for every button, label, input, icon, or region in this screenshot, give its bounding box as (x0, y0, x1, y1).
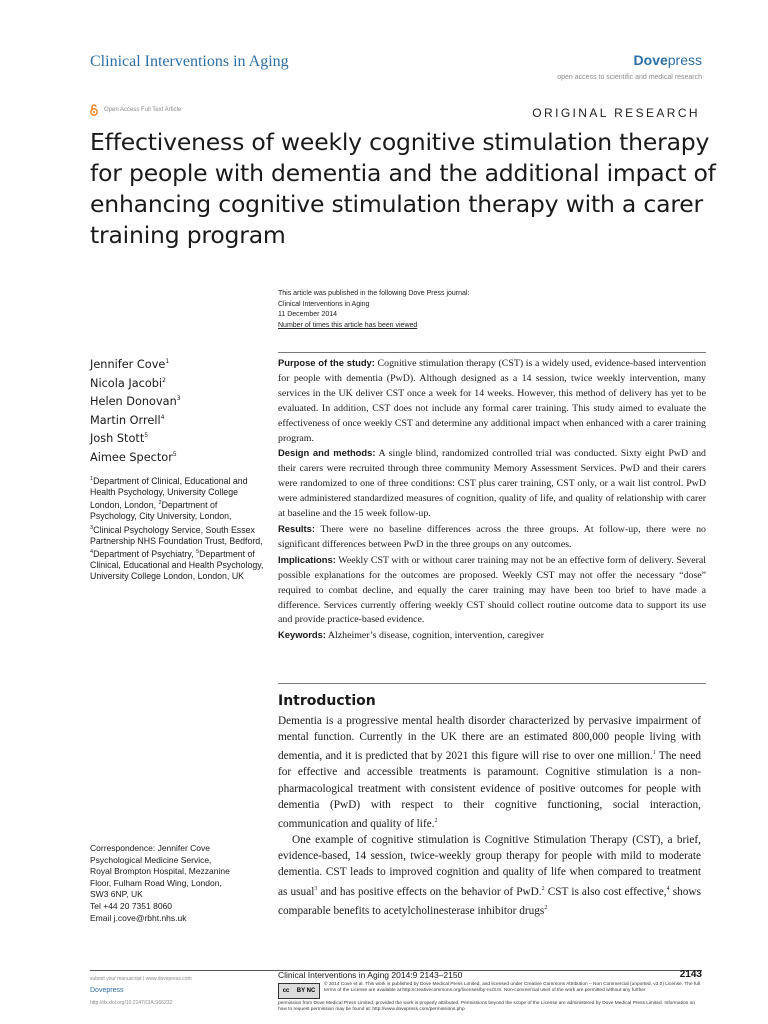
correspondence-email[interactable]: Email j.cove@rbht.nhs.uk (90, 912, 187, 923)
abstract (278, 356, 706, 644)
footer-left (90, 973, 192, 1009)
pubinfo-date: 11 December 2014 (278, 311, 338, 319)
correspondence-line: Floor, Fulham Road Wing, London, (90, 877, 222, 888)
cc-label: cc (282, 988, 290, 994)
doi-link[interactable]: http://dx.doi.org/10.2147/CIA.S66232 (90, 1000, 173, 1006)
article-type: ORIGINAL RESEARCH (532, 106, 700, 120)
correspondence-line: Psychological Medicine Service, (90, 854, 212, 865)
open-access-row (90, 104, 181, 116)
publisher-name-bold: Dove (633, 52, 668, 68)
cc-by-nc-label: BY NC (296, 988, 316, 994)
author-name: Helen Donovan$^3$ (90, 394, 181, 408)
page-number: 2143 (679, 969, 702, 980)
introduction-paragraph: Dementia is a progressive mental health disorder characterized by pervasive impairment of mental function. Currently in the UK there are an estimated 800,000 people living with dementia, and it is predicted that by 2021 this figure will rise to over one million.$^1$ The need for effective and accessible treatments is paramount. Cognitive stimulation is a non-pharmacological treatment with consistent evidence of positive outcomes for people with dementia (PwD) with respect to their cognitive functioning, social interaction, communication and quality of life.$^2$ (278, 715, 701, 830)
correspondence-line: Correspondence: Jennifer Cove (90, 843, 211, 853)
open-access-label: Open Access Full Text Article (104, 107, 182, 113)
abstract-keywords: Keywords: Alzheimer’s disease, cognition, intervention, caregiver (278, 629, 545, 642)
publisher-name (557, 52, 702, 68)
journal-title: Clinical Interventions in Aging (90, 53, 289, 70)
footer-citation: Clinical Interventions in Aging 2014:9 2143–2150 (278, 970, 463, 980)
pubinfo-journal: Clinical Interventions in Aging (278, 300, 370, 308)
open-access-icon (90, 104, 98, 116)
views-link[interactable]: Number of times this article has been viewed (278, 321, 418, 329)
abstract-bottom-divider (278, 683, 706, 684)
license-text: © 2014 Cove et al. This work is published by Dove Medical Press Limited, and licensed under Creative Commons Attribution – Non Commercial (unported, v3.0) License. The full terms of the License are available at http://creativecommons.org/licenses/by-nc/3.0/. Non-commercial uses of the work are permitted without any further (324, 982, 701, 993)
abstract-design: Design and methods: A single blind, randomized controlled trial was conducted. Sixty eight PwD and their carers were recruited through three community Memory Assessment Services. PwD and their carers were randomized to one of three conditions: CST plus carer training, CST only, or a wait list control. PwD were administered standardized measures of cognition, quality of life, and quality of relationship with carer at baseline and the 15 week follow-up. (278, 447, 706, 520)
abstract-results: Results: There were no baseline differences across the three groups. At follow-up, there were no significant differences between PwD in the three groups on any outcomes. (278, 522, 706, 550)
publisher-name-rest: press (667, 52, 702, 68)
correspondence-line: Royal Brompton Hospital, Mezzanine (90, 866, 230, 877)
pubinfo-line: This article was published in the following Dove Press journal: (278, 290, 470, 297)
introduction-paragraph: One example of cognitive stimulation is Cognitive Stimulation Therapy (CST), a brief, evidence-based, 14 session, twice-weekly group therapy for people with mild to moderate dementia. CST leads to improved cognition and quality of life when compared to treatment as usual$^3$ and has positive effects on the behavior of PwD.$^2$ CST is also cost effective,$^4$ shows comparable benefits to acetylcholinesterase inhibitor drugs$^2$ (278, 833, 701, 917)
correspondence-line: SW3 6NP, UK (90, 889, 143, 900)
affiliations: $^1$Department of Clinical, Educational and Health Psychology, University College London, London, $^2$Department of Psychology, City University, London, $^3$Clinical Psychology Service, South Essex Partnership NHS Foundation Trust, Bedford, $^4$Department of Psychiatry, $^5$Department of Clinical, Educational and Health Psychology, University College London, London, UK (90, 475, 264, 582)
publisher-tagline: open access to scientific and medical research (557, 74, 702, 81)
correspondence-phone: Tel +44 20 7351 8060 (90, 900, 173, 911)
correspondence (90, 843, 270, 924)
author-name: Jennifer Cove$^1$ (90, 357, 170, 371)
abstract-implications: Implications: Weekly CST with or without carer training may not be an effective form of delivery. Several possible explanations for the outcomes are proposed. Weekly CST may not offer the necessary “dose” required to combat decline, and equally the carer training may have been too brief to have made a difference. Services currently offering weekly CST should collect routine outcome data to support its use and provide practice-based evidence. (278, 553, 706, 626)
introduction-body (278, 713, 701, 919)
abstract-purpose: Purpose of the study: Cognitive stimulation therapy (CST) is a widely used, evidence-based intervention for people with dementia (PwD). Although designed as a 14 session, twice weekly intervention, many services in the UK deliver CST once a week for 14 weeks. However, this method of delivery has yet to be evaluated. In addition, CST does not include any formal carer training. This study aimed to evaluate the effectiveness of once weekly CST and determine any additional impact when enhanced with a carer training program. (278, 357, 707, 444)
submit-manuscript-link[interactable]: submit your manuscript | www.dovepress.com (90, 976, 192, 982)
article-title: Effectiveness of weekly cognitive stimulation therapy for people with dementia and the additional impact of enhancing cognitive stimulation therapy with a carer training program (90, 128, 716, 249)
publisher-logo (557, 52, 702, 81)
author-name: Aimee Spector$^5$ (90, 450, 177, 464)
creative-commons-icon[interactable] (278, 983, 320, 999)
author-name: Martin Orrell$^4$ (90, 413, 165, 427)
author-list (90, 354, 181, 465)
license-text-continued: permission from Dove Medical Press Limited, provided the work is properly attributed. Permissions beyond the scope of the License are administered by Dove Medical Press Limited. Information on how to request permission may be found at: http://www.dovepress.com/permissions.php (278, 1001, 695, 1012)
author-name: Nicola Jacobi$^2$ (90, 376, 166, 390)
footer-dovepress: Dovepress (90, 987, 124, 994)
section-heading-introduction: Introduction (278, 693, 376, 709)
publication-info (278, 289, 469, 331)
author-name: Josh Stott$^5$ (90, 432, 149, 446)
abstract-top-divider (278, 352, 706, 353)
